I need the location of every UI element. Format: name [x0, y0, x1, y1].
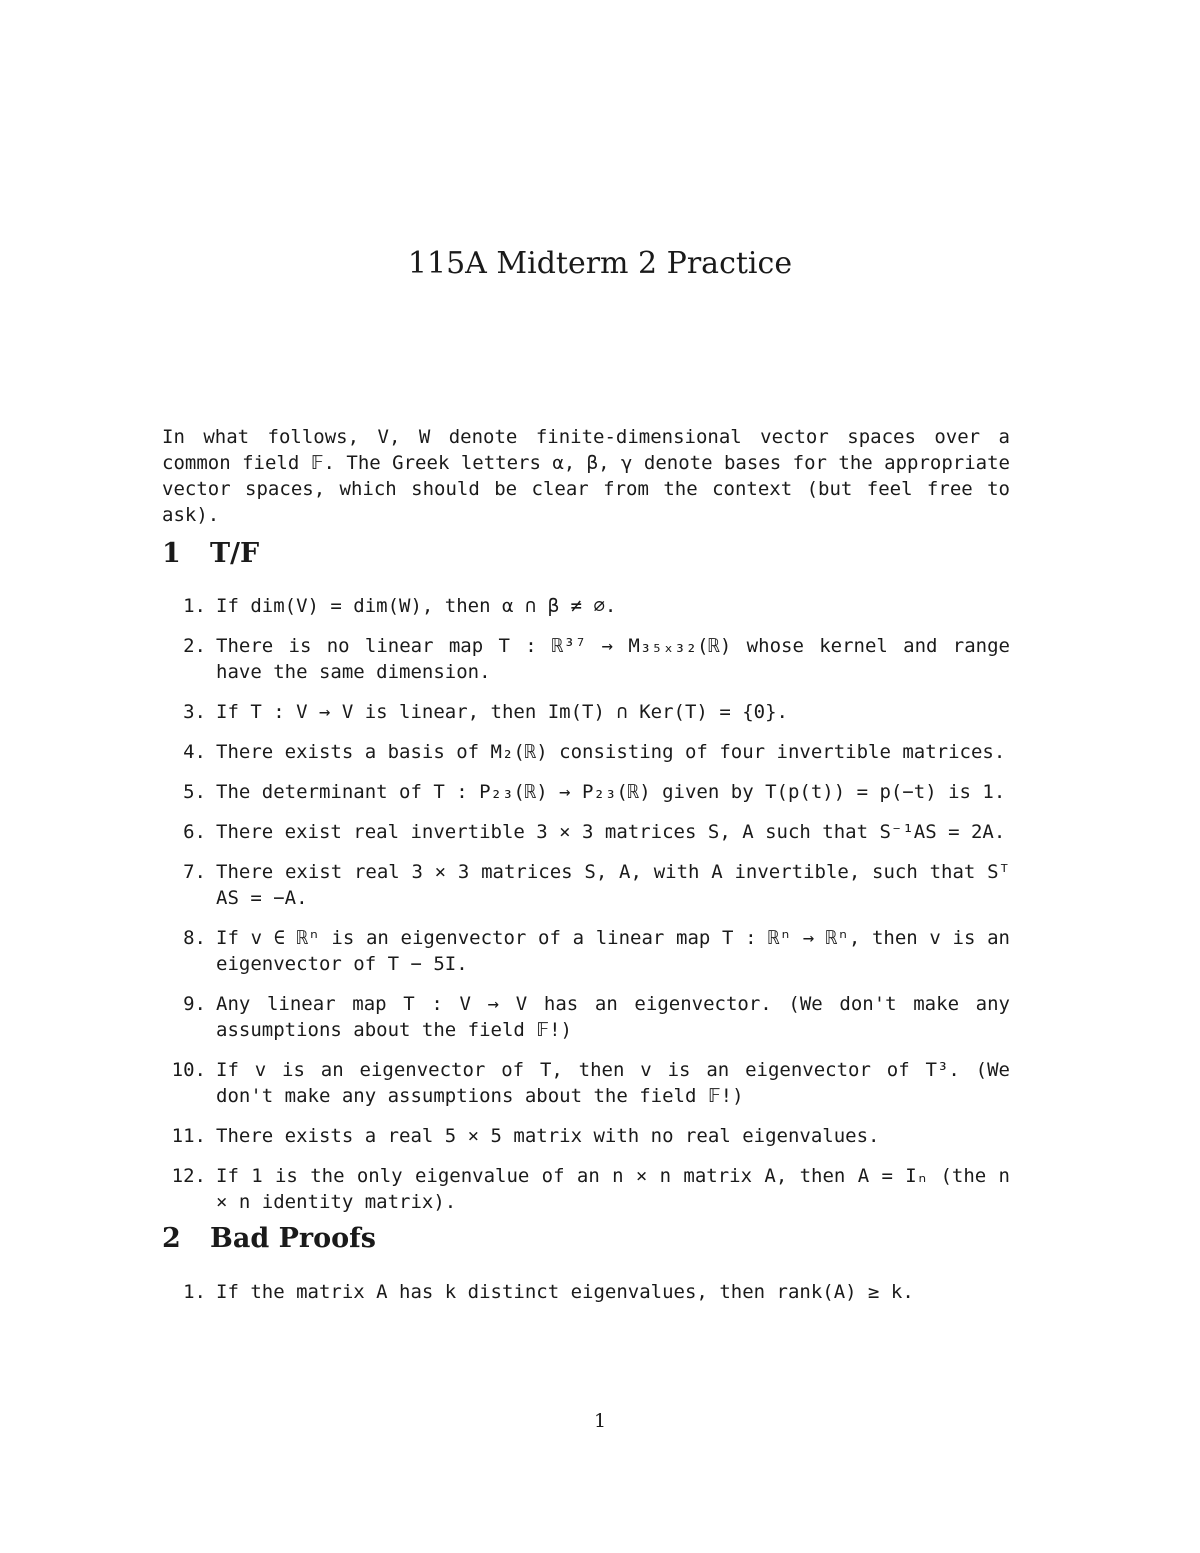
page-title: 115A Midterm 2 Practice	[407, 246, 793, 281]
item-number: 7.	[183, 861, 206, 883]
item-number: 1.	[183, 1281, 206, 1303]
section-heading-bad-proofs	[162, 1223, 376, 1254]
item-text: If 1 is the only eigenvalue of an n × n matrix A, then A = Iₙ (the n × n identity matrix).	[216, 1165, 1010, 1213]
item-number: 9.	[183, 993, 206, 1015]
list-item	[162, 1279, 1010, 1305]
item-number: 12.	[171, 1165, 206, 1187]
item-number: 10.	[171, 1059, 206, 1081]
item-text: There exist real invertible 3 × 3 matrices S, A such that S⁻¹AS = 2A.	[216, 821, 1006, 843]
section-title: Bad Proofs	[210, 1223, 376, 1254]
item-number: 4.	[183, 741, 206, 763]
item-text: If T : V → V is linear, then Im(T) ∩ Ker(T) = {0}.	[216, 701, 788, 723]
item-number: 11.	[171, 1125, 206, 1147]
list-item	[162, 593, 1010, 619]
bad-proofs-list	[162, 1279, 1010, 1319]
item-number: 3.	[183, 701, 206, 723]
item-text: There exists a basis of M₂(ℝ) consisting of four invertible matrices.	[216, 741, 1006, 763]
list-item	[162, 779, 1010, 805]
list-item	[162, 819, 1010, 845]
page-number: 1	[593, 1410, 607, 1432]
list-item	[162, 1123, 1010, 1149]
item-text: The determinant of T : P₂₃(ℝ) → P₂₃(ℝ) given by T(p(t)) = p(−t) is 1.	[216, 781, 1006, 803]
item-text: If v ∈ ℝⁿ is an eigenvector of a linear map T : ℝⁿ → ℝⁿ, then v is an eigenvector of T − 5I.	[216, 927, 1010, 975]
section-heading-tf	[162, 538, 259, 569]
section-title: T/F	[210, 538, 260, 569]
list-item	[162, 991, 1010, 1043]
intro-paragraph: In what follows, V, W denote finite-dimensional vector spaces over a common field 𝔽. The Greek letters α, β, γ denote bases for the appropriate vector spaces, which should be clear from the context (but feel free to ask).	[162, 426, 1010, 526]
list-item	[162, 1163, 1010, 1215]
item-text: If dim(V) = dim(W), then α ∩ β ≠ ∅.	[216, 595, 617, 617]
item-text: If the matrix A has k distinct eigenvalues, then rank(A) ≥ k.	[216, 1281, 914, 1303]
list-item	[162, 633, 1010, 685]
tf-question-list	[162, 593, 1010, 1229]
section-number: 2	[162, 1223, 181, 1254]
list-item	[162, 739, 1010, 765]
item-number: 6.	[183, 821, 206, 843]
list-item	[162, 859, 1010, 911]
item-number: 2.	[183, 635, 206, 657]
section-number: 1	[162, 538, 181, 569]
item-number: 5.	[183, 781, 206, 803]
list-item	[162, 1057, 1010, 1109]
list-item	[162, 699, 1010, 725]
item-number: 8.	[183, 927, 206, 949]
item-text: There is no linear map T : ℝ³⁷ → M₃₅ₓ₃₂(ℝ) whose kernel and range have the same dimension.	[216, 635, 1010, 683]
list-item	[162, 925, 1010, 977]
item-number: 1.	[183, 595, 206, 617]
item-text: There exist real 3 × 3 matrices S, A, with A invertible, such that Sᵀ AS = −A.	[216, 861, 1010, 909]
item-text: If v is an eigenvector of T, then v is an eigenvector of T³. (We don't make any assumptions about the field 𝔽!)	[216, 1059, 1010, 1107]
item-text: Any linear map T : V → V has an eigenvector. (We don't make any assumptions about the field 𝔽!)	[216, 993, 1010, 1041]
item-text: There exists a real 5 × 5 matrix with no real eigenvalues.	[216, 1125, 880, 1147]
